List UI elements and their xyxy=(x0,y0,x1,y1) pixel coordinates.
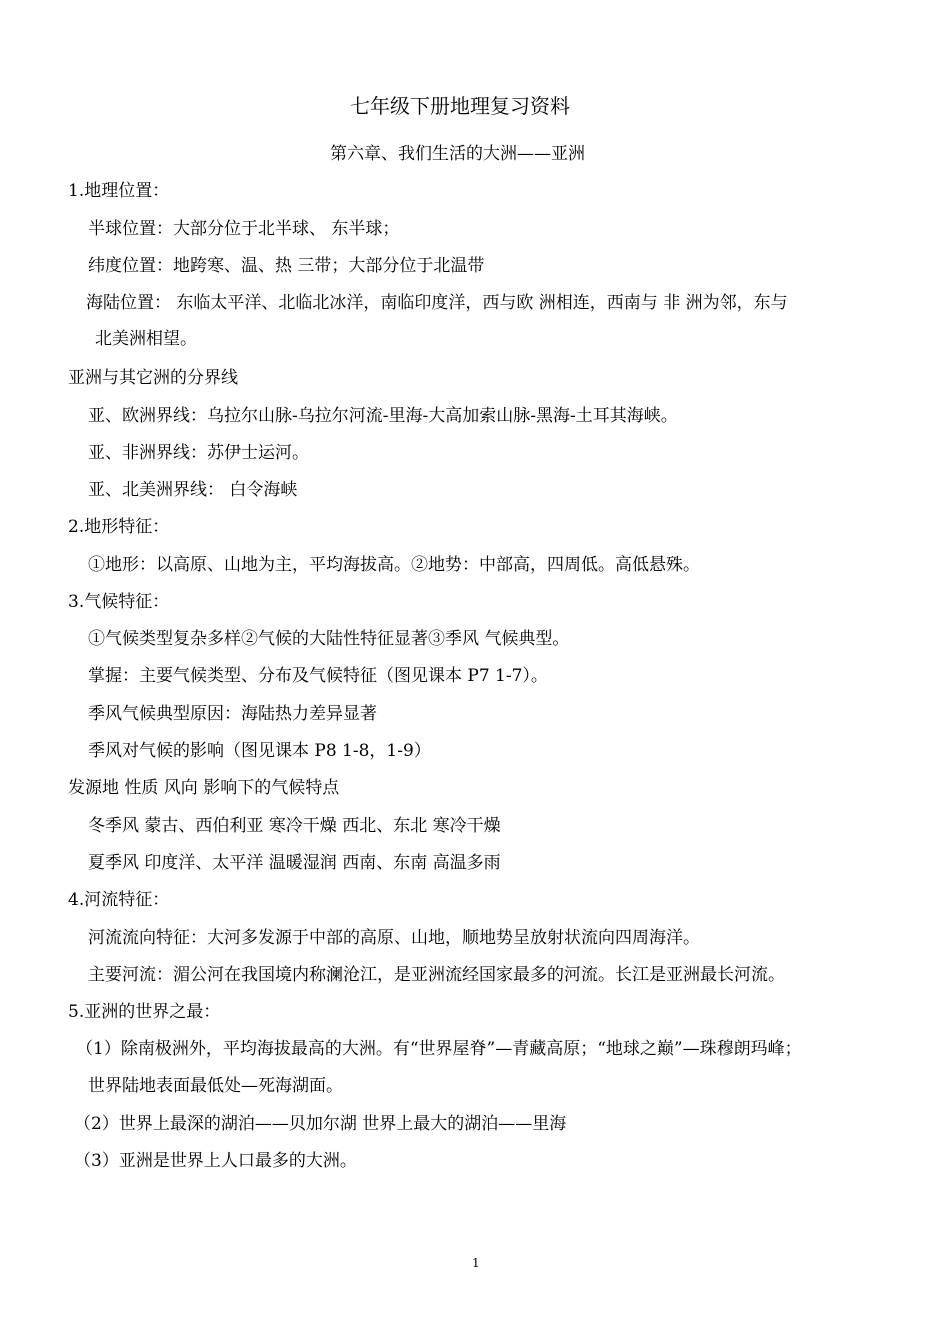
river-flow-features: 河流流向特征：大河多发源于中部的高原、山地，顺地势呈放射状流向四周海洋。 xyxy=(88,928,700,948)
boundary-asia-europe: 亚、欧洲界线：乌拉尔山脉-乌拉尔河流-里海-大高加索山脉-黑海-土耳其海峡。 xyxy=(88,406,678,426)
section-2-heading: 2.地形特征： xyxy=(68,517,170,537)
sea-land-position: 海陆位置： 东临太平洋、北临北冰洋，南临印度洋，西与欧 洲相连，西南与 非 洲为邻，东与 xyxy=(86,293,788,313)
section-4-heading: 4.河流特征： xyxy=(68,890,170,910)
record-population: （3）亚洲是世界上人口最多的大洲。 xyxy=(74,1151,357,1171)
monsoon-reason: 季风气候典型原因：海陆热力差异显著 xyxy=(88,704,377,724)
monsoon-influence: 季风对气候的影响（图见课本 P8 1-8，1-9） xyxy=(88,741,431,761)
latitude-position: 纬度位置：地跨寒、温、热 三带；大部分位于北温带 xyxy=(88,256,485,276)
section-5-heading: 5.亚洲的世界之最： xyxy=(68,1002,221,1022)
record-highest-continent: （1）除南极洲外，平均海拔最高的大洲。有“世界屋脊”—青藏高原；“地球之巅”—珠穆朗玛峰； xyxy=(76,1039,802,1059)
record-lowest-point: 世界陆地表面最低处—死海湖面。 xyxy=(88,1076,343,1096)
winter-monsoon-row: 冬季风 蒙古、西伯利亚 寒冷干燥 西北、东北 寒冷干燥 xyxy=(88,816,501,836)
section-3-heading: 3.气候特征： xyxy=(68,592,170,612)
boundary-heading: 亚洲与其它洲的分界线 xyxy=(68,368,238,388)
document-title: 七年级下册地理复习资料 xyxy=(350,94,570,118)
sea-land-position-cont: 北美洲相望。 xyxy=(95,329,197,349)
summer-monsoon-row: 夏季风 印度洋、太平洋 温暖湿润 西南、东南 高温多雨 xyxy=(88,853,501,873)
boundary-asia-north-america: 亚、北美洲界线： 白令海峡 xyxy=(88,480,298,500)
record-lakes: （2）世界上最深的湖泊——贝加尔湖 世界上最大的湖泊——里海 xyxy=(74,1114,567,1134)
climate-types-note: 掌握：主要气候类型、分布及气候特征（图见课本 P7 1-7）。 xyxy=(88,666,548,686)
monsoon-table-header: 发源地 性质 风向 影响下的气候特点 xyxy=(68,778,340,798)
terrain-features: ①地形：以高原、山地为主，平均海拔高。②地势：中部高，四周低。高低悬殊。 xyxy=(88,555,700,575)
climate-features: ①气候类型复杂多样②气候的大陆性特征显著③季风 气候典型。 xyxy=(88,629,570,649)
section-1-heading: 1.地理位置： xyxy=(68,181,170,201)
boundary-asia-africa: 亚、非洲界线：苏伊士运河。 xyxy=(88,443,309,463)
page-number: 1 xyxy=(472,1256,480,1270)
hemisphere-position: 半球位置：大部分位于北半球、 东半球； xyxy=(88,219,400,239)
main-rivers: 主要河流：湄公河在我国境内称澜沧江，是亚洲流经国家最多的河流。长江是亚洲最长河流。 xyxy=(88,965,785,985)
chapter-title: 第六章、我们生活的大洲——亚洲 xyxy=(330,144,585,164)
